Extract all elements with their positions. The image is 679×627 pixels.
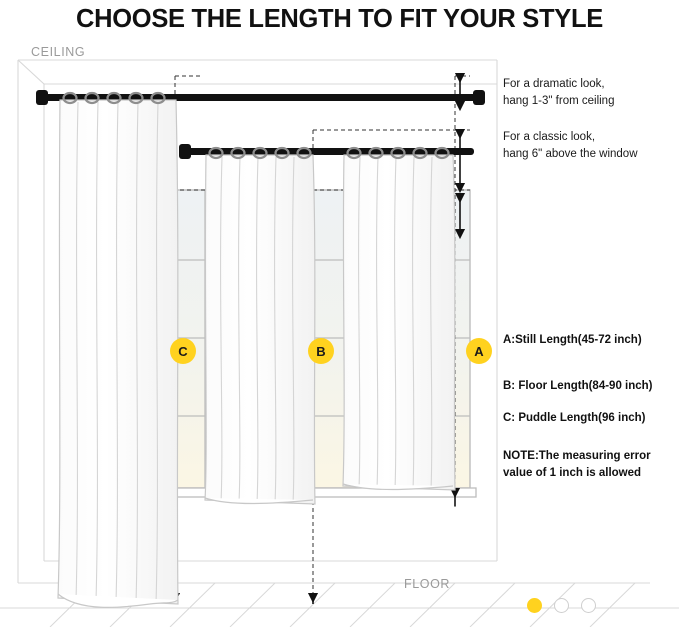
curtain-sill [343,148,455,490]
pagination-dot-3[interactable] [581,598,596,613]
dramatic-look-line-1: For a dramatic look, [503,78,605,90]
callout-c: C [170,338,196,364]
legend-note-line-1: NOTE:The measuring error [503,450,651,462]
dramatic-look-line-2: hang 1-3" from ceiling [503,95,615,107]
legend-item-c: C: Puddle Length(96 inch) [503,412,646,424]
classic-look-line-2: hang 6" above the window [503,148,638,160]
callout-b: B [308,338,334,364]
floor-label: FLOOR [404,577,451,591]
pagination-dots[interactable] [527,595,617,615]
page-title: CHOOSE THE LENGTH TO FIT YOUR STYLE [76,4,603,33]
legend-item-b: B: Floor Length(84-90 inch) [503,380,653,392]
callout-a: A [466,338,492,364]
legend-item-a: A:Still Length(45-72 inch) [503,334,642,346]
pagination-dot-1[interactable] [527,598,542,613]
curtain-length-diagram [0,38,679,627]
legend-note-line-2: value of 1 inch is allowed [503,467,642,479]
pagination-dot-2[interactable] [554,598,569,613]
ceiling-label: CEILING [31,45,86,59]
classic-look-line-1: For a classic look, [503,131,596,143]
